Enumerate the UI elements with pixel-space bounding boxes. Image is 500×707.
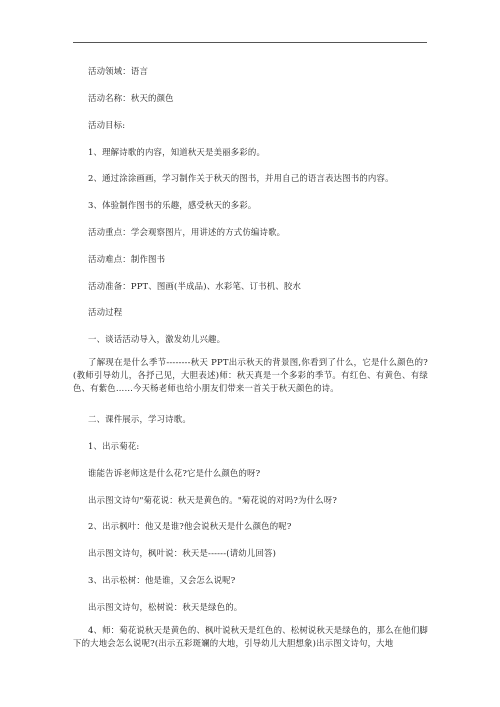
show-chrysanthemum: 1、出示菊花: <box>88 441 140 451</box>
maple-verse: 出示图文诗句，枫叶说：秋天是------(请幼儿回答) <box>88 548 277 558</box>
goal-item-2: 2、通过涂涂画画，学习制作关于秋天的图书，并用自己的语言表达图书的内容。 <box>88 173 394 183</box>
activity-process-heading: 活动过程 <box>88 307 123 317</box>
pine-verse: 出示图文诗句，松树说：秋天是绿色的。 <box>88 602 243 612</box>
step-four-paragraph: 4、师：菊花说秋天是黄色的、枫叶说秋天是红色的、松树说秋天是绿色的，那么在他们脚下的大地会怎么说呢?(出示五彩斑斓的大地，引导幼儿大胆想象)出示图文诗句，大地 <box>73 625 428 648</box>
show-maple-leaf: 2、出示枫叶：他又是谁?他会说秋天是什么颜色的呢? <box>88 521 292 531</box>
step-one-heading: 一、谈话活动导入，激发幼儿兴趣。 <box>88 334 226 344</box>
activity-key-point: 活动重点：学会观察图片，用讲述的方式仿编诗歌。 <box>88 227 286 237</box>
goal-item-1: 1、理解诗歌的内容，知道秋天是美丽多彩的。 <box>88 147 266 157</box>
step-one-paragraph: 了解现在是什么季节--------秋天 PPT出示秋天的背景图,你看到了什么，它是什么颜色的?(教师引导幼儿，各抒己见，大胆表述)师：秋天真是一个多彩的季节。有红色、有黄色、有绿色、有紫色……今天杨老师也给小朋友们带来一首关于秋天颜色的诗。 <box>73 357 428 393</box>
chrysanthemum-verse: 出示图文诗句"菊花说：秋天是黄色的。"菊花说的对吗?为什么呀? <box>88 495 338 505</box>
activity-difficulty: 活动难点：制作图书 <box>88 254 166 264</box>
activity-goals-heading: 活动目标: <box>88 120 126 130</box>
chrysanthemum-question: 谁能告诉老师这是什么花?它是什么颜色的呀? <box>88 468 261 478</box>
activity-domain: 活动领域：语言 <box>88 66 149 76</box>
activity-name: 活动名称：秋天的颜色 <box>88 93 174 103</box>
show-pine-tree: 3、出示松树：他是谁，又会怎么说呢? <box>88 575 236 585</box>
step-two-heading: 二、课件展示，学习诗歌。 <box>88 414 191 424</box>
goal-item-3: 3、体验制作图书的乐趣，感受秋天的多彩。 <box>88 200 257 210</box>
activity-preparation: 活动准备：PPT、图画(半成品)、水彩笔、订书机、胶水 <box>88 281 302 291</box>
header-divider <box>73 42 427 43</box>
